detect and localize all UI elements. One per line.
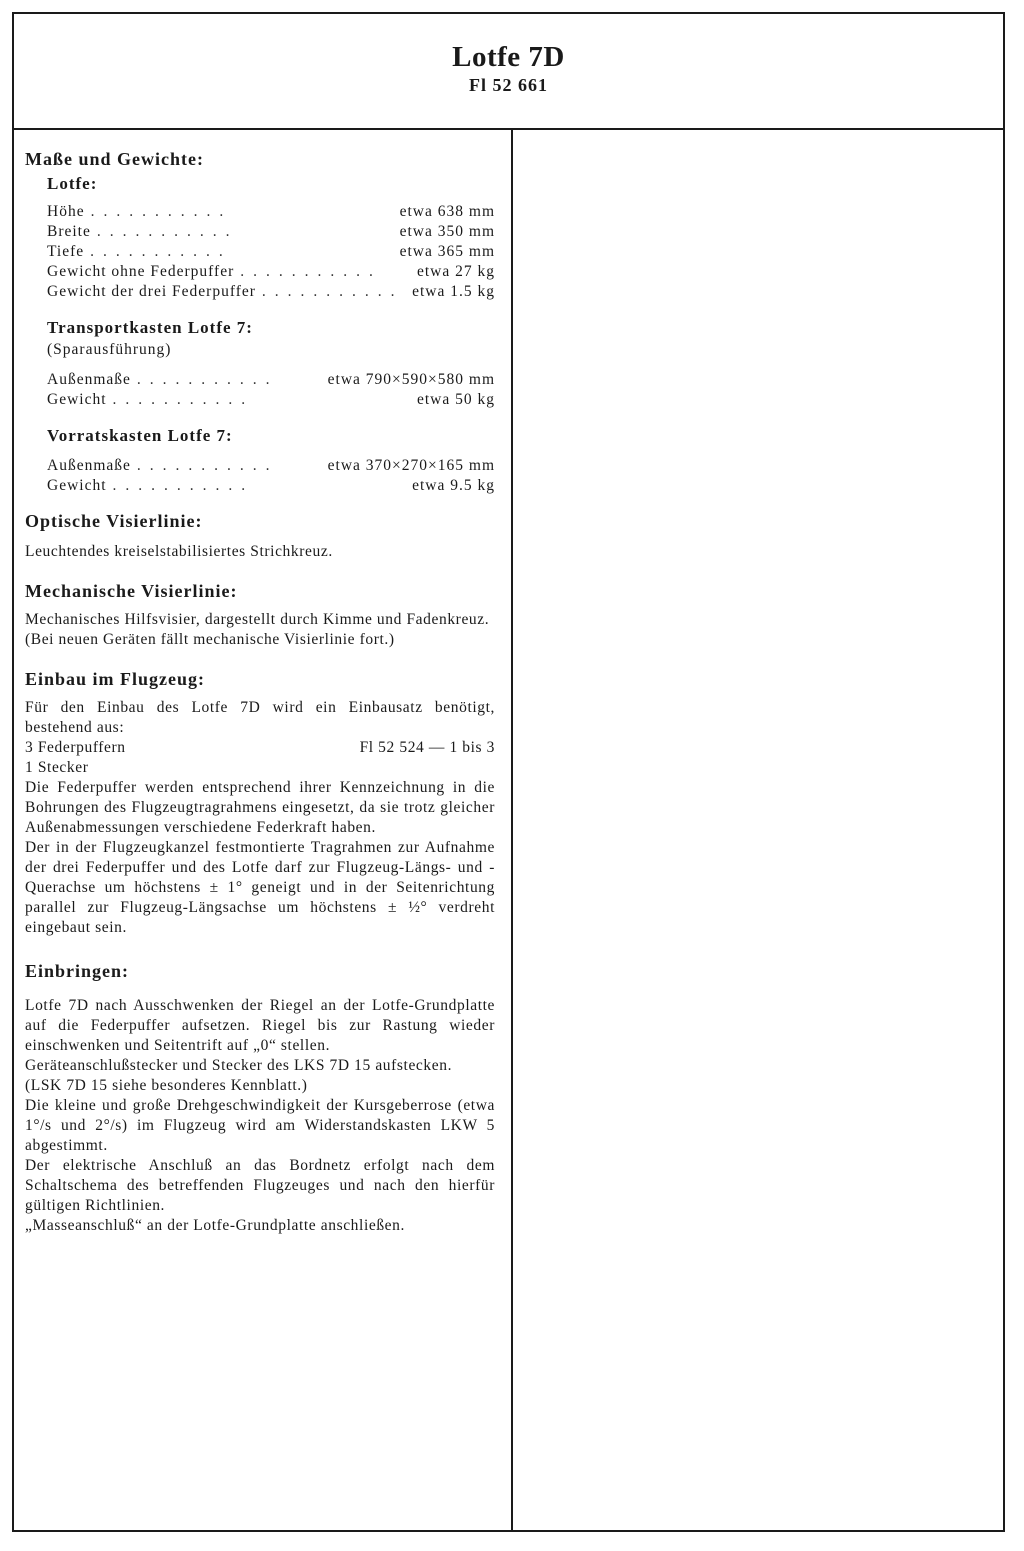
einbau-item-stecker: 1 Stecker bbox=[25, 759, 89, 776]
subsection-lotfe bbox=[25, 172, 495, 496]
einbau-intro: Für den Einbau des Lotfe 7D wird ein Einbausatz benötigt, bestehend aus: bbox=[25, 699, 495, 736]
spec-row: Höhe ........... etwa 638 mm bbox=[47, 203, 495, 220]
einbau-paragraph: Die Federpuffer werden entsprechend ihrer Kennzeichnung in die Bohrungen des Flugzeugtragrahmens eingesetzt, da sie trotz gleicher Außenabmessungen verschiedene Federkraft haben. bbox=[25, 779, 495, 836]
section-heading-einbringen: Einbringen: bbox=[25, 961, 130, 981]
spec-row: Breite ........... etwa 350 mm bbox=[47, 223, 495, 240]
section-heading-optisch: Optische Visierlinie: bbox=[25, 511, 203, 531]
spec-row: Gewicht der drei Federpuffer ........... etwa 1.5 kg bbox=[47, 283, 495, 300]
spec-row: Außenmaße ........... etwa 370×270×165 mm bbox=[47, 457, 495, 474]
section-heading-mechanisch: Mechanische Visierlinie: bbox=[25, 581, 238, 601]
page-title: Lotfe 7D bbox=[452, 41, 565, 73]
einbau-item-federpuffer bbox=[25, 738, 495, 758]
spec-value: etwa 790×590×580 mm bbox=[327, 371, 495, 388]
spec-row: Gewicht ........... etwa 9.5 kg bbox=[47, 477, 495, 494]
einbau-item-value: Fl 52 524 — 1 bis 3 bbox=[359, 739, 495, 756]
spec-value: etwa 9.5 kg bbox=[412, 477, 495, 494]
spec-label: Breite bbox=[47, 223, 91, 240]
einbringen-paragraph: Der elektrische Anschluß an das Bordnetz erfolgt nach dem Schaltschema des betreffenden Flugzeuges und nach den hierfür gültigen Richtlinien. bbox=[25, 1157, 495, 1214]
einbringen-paragraph: Geräteanschlußstecker und Stecker des LKS 7D 15 aufstecken. bbox=[25, 1057, 453, 1074]
spec-value: etwa 1.5 kg bbox=[412, 283, 495, 300]
spec-value: etwa 365 mm bbox=[399, 243, 495, 260]
spec-label: Außenmaße bbox=[47, 371, 131, 388]
spec-label: Tiefe bbox=[47, 243, 85, 260]
column-divider bbox=[511, 128, 513, 1530]
spec-label: Gewicht bbox=[47, 477, 107, 494]
spec-label: Höhe bbox=[47, 203, 85, 220]
section-heading-einbau: Einbau im Flugzeug: bbox=[25, 669, 206, 689]
einbau-paragraph: Der in der Flugzeugkanzel festmontierte Tragrahmen zur Aufnahme der drei Federpuffer und des Lotfe darf zur Flugzeug-Längs- und -Querachse um höchstens ± 1° geneigt und in der Seitenrichtung parallel zur Flugzeug-Längsachse um höchstens ± ½° verdreht eingebaut sein. bbox=[25, 839, 495, 936]
optisch-text: Leuchtendes kreiselstabilisiertes Strichkreuz. bbox=[25, 543, 333, 560]
spec-label: Gewicht bbox=[47, 391, 107, 408]
spec-value: etwa 350 mm bbox=[399, 223, 495, 240]
mechanisch-text: Mechanisches Hilfsvisier, dargestellt durch Kimme und Fadenkreuz. bbox=[25, 611, 490, 628]
spec-label: Gewicht der drei Federpuffer bbox=[47, 283, 256, 300]
spec-value: etwa 638 mm bbox=[399, 203, 495, 220]
spec-value: etwa 50 kg bbox=[416, 391, 495, 408]
page-header bbox=[14, 14, 1003, 130]
spec-row: Gewicht ........... etwa 50 kg bbox=[47, 391, 495, 408]
spec-label: Außenmaße bbox=[47, 457, 131, 474]
spec-value: etwa 27 kg bbox=[416, 263, 495, 280]
einbringen-paragraph: Lotfe 7D nach Ausschwenken der Riegel an der Lotfe-Grundplatte auf die Federpuffer aufsetzen. Riegel bis zur Rastung wieder einschwenken und Seitentrift auf „0“ stellen. bbox=[25, 997, 495, 1054]
page-subtitle: Fl 52 661 bbox=[469, 75, 548, 95]
spec-value: etwa 370×270×165 mm bbox=[327, 457, 495, 474]
mechanisch-note: (Bei neuen Geräten fällt mechanische Visierlinie fort.) bbox=[25, 631, 395, 648]
left-column bbox=[25, 146, 495, 1236]
subheading-transportkasten: Transportkasten Lotfe 7: bbox=[47, 318, 253, 337]
spec-row: Gewicht ohne Federpuffer ........... etwa 27 kg bbox=[47, 263, 495, 280]
spec-label: Gewicht ohne Federpuffer bbox=[47, 263, 235, 280]
einbringen-paragraph: (LSK 7D 15 siehe besonderes Kennblatt.) bbox=[25, 1077, 308, 1094]
subheading-lotfe: Lotfe: bbox=[47, 174, 98, 193]
einbau-item-label: 3 Federpuffern bbox=[25, 739, 126, 756]
transport-note: (Sparausführung) bbox=[47, 341, 172, 358]
subheading-vorratskasten: Vorratskasten Lotfe 7: bbox=[47, 426, 233, 445]
spec-row: Außenmaße ........... etwa 790×590×580 mm bbox=[47, 371, 495, 388]
einbringen-paragraph: „Masseanschluß“ an der Lotfe-Grundplatte anschließen. bbox=[25, 1217, 405, 1234]
spec-row: Tiefe ........... etwa 365 mm bbox=[47, 243, 495, 260]
einbringen-paragraph: Die kleine und große Drehgeschwindigkeit der Kursgeberrose (etwa 1°/s und 2°/s) im Flugzeug wird am Widerstandskasten LKW 5 abgestimmt. bbox=[25, 1097, 495, 1154]
section-heading-masse: Maße und Gewichte: bbox=[25, 149, 204, 169]
